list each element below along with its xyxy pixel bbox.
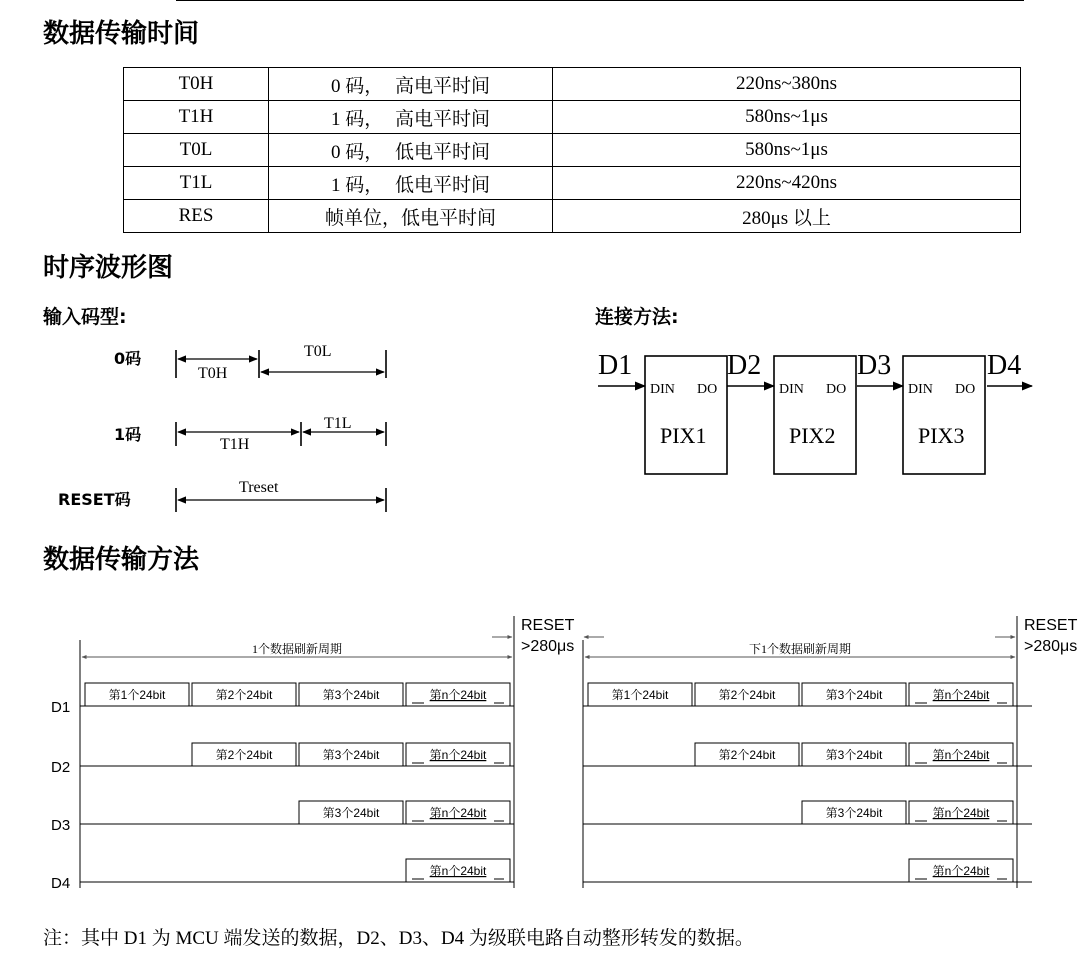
chip-name: PIX3: [918, 423, 965, 448]
line-label: D1: [51, 699, 71, 716]
reset-time: >280μs: [521, 638, 575, 655]
data-block-label: 第n个24bit: [429, 748, 487, 762]
cell-desc-text: 帧单位，低电平时间: [324, 207, 496, 229]
reset-time: >280μs: [1024, 638, 1078, 655]
chip-din: DIN: [650, 382, 675, 397]
cell-name: T1H: [124, 101, 269, 134]
data-block-label: 第3个24bit: [825, 748, 883, 762]
chip-name: PIX2: [789, 423, 836, 448]
signal-label: D4: [987, 350, 1022, 381]
cell-desc-text: 高电平时间: [394, 75, 490, 97]
data-block-label: 第3个24bit: [322, 748, 380, 762]
footnote: 注：其中 D1 为 MCU 端发送的数据，D2、D3、D4 为级联电路自动整形转发的数据。: [43, 928, 754, 949]
data-block-label: 第3个24bit: [825, 688, 883, 702]
cell-value: 580ns~1μs: [553, 134, 1021, 167]
reset-label: RESET: [1024, 617, 1078, 634]
t1h-label: T1H: [220, 436, 250, 453]
t0l-label: T0L: [304, 343, 332, 360]
cell-desc-text: 低电平时间: [394, 141, 490, 163]
data-block-label: 第1个24bit: [611, 688, 669, 702]
code0-label: 0码: [114, 349, 142, 368]
line-label: D2: [51, 759, 71, 776]
cell-value: 280μs 以上: [553, 200, 1021, 233]
cell-name: T1L: [124, 167, 269, 200]
data-block-label: 第n个24bit: [932, 688, 990, 702]
data-block-label: 第2个24bit: [215, 688, 273, 702]
signal-label: D3: [857, 350, 892, 381]
data-block-label: 第n个24bit: [429, 864, 487, 878]
cell-code: 0 码，: [330, 75, 384, 97]
cell-name: RES: [124, 200, 269, 233]
data-block-label: 第n个24bit: [429, 688, 487, 702]
cell-code: 1 码，: [330, 174, 384, 196]
data-block-label: 第2个24bit: [718, 688, 776, 702]
period-label: 下1个数据刷新周期: [748, 642, 852, 656]
data-block-label: 第n个24bit: [932, 864, 990, 878]
cell-name: T0L: [124, 134, 269, 167]
data-block-label: 第1个24bit: [108, 688, 166, 702]
cell-value: 220ns~380ns: [553, 68, 1021, 101]
reset-label: RESET: [521, 617, 575, 634]
t1l-label: T1L: [324, 415, 352, 432]
chip-do: DO: [826, 382, 847, 397]
data-block-label: 第3个24bit: [825, 806, 883, 820]
cell-desc-text: 低电平时间: [394, 174, 490, 196]
cell-code: 0 码，: [330, 141, 384, 163]
heading-data-transfer-method: 数据传输方法: [43, 545, 200, 575]
input-code-title: 输入码型:: [43, 306, 127, 328]
cell-name: T0H: [124, 68, 269, 101]
chip-box: [645, 356, 727, 474]
data-block-label: 第2个24bit: [718, 748, 776, 762]
chip-din: DIN: [779, 382, 804, 397]
signal-label: D1: [598, 350, 633, 381]
chip-box: [774, 356, 856, 474]
cell-value: 580ns~1μs: [553, 101, 1021, 134]
chip-name: PIX1: [660, 423, 707, 448]
line-label: D4: [51, 875, 71, 892]
treset-label: Treset: [239, 479, 279, 496]
reset-code-label: RESET码: [58, 490, 131, 509]
heading-timing-waveform: 时序波形图: [43, 253, 174, 283]
chip-do: DO: [955, 382, 976, 397]
connection-title: 连接方法:: [595, 306, 679, 328]
chip-do: DO: [697, 382, 718, 397]
code1-label: 1码: [114, 425, 142, 444]
chip-box: [903, 356, 985, 474]
line-label: D3: [51, 817, 71, 834]
chip-din: DIN: [908, 382, 933, 397]
data-block-label: 第3个24bit: [322, 688, 380, 702]
data-block-label: 第n个24bit: [429, 806, 487, 820]
signal-label: D2: [727, 350, 762, 381]
t0h-label: T0H: [198, 365, 228, 382]
heading-data-transfer-time: 数据传输时间: [43, 19, 200, 49]
data-block-label: 第n个24bit: [932, 806, 990, 820]
cell-value: 220ns~420ns: [553, 167, 1021, 200]
cell-code: 1 码，: [330, 108, 384, 130]
data-block-label: 第n个24bit: [932, 748, 990, 762]
data-block-label: 第3个24bit: [322, 806, 380, 820]
data-block-label: 第2个24bit: [215, 748, 273, 762]
period-label: 1个数据刷新周期: [251, 642, 343, 656]
cell-desc-text: 高电平时间: [394, 108, 490, 130]
